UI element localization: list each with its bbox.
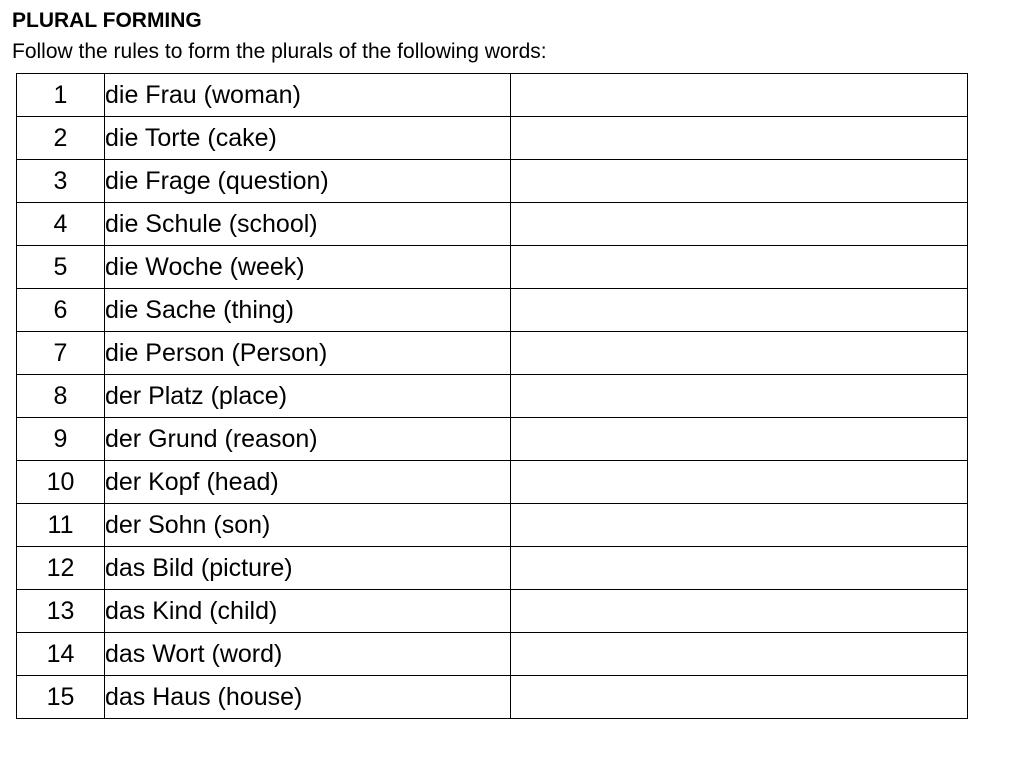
row-number: 3 bbox=[17, 160, 105, 203]
table-row bbox=[17, 590, 968, 633]
word-cell: die Woche (week) bbox=[105, 246, 511, 289]
word-cell: die Person (Person) bbox=[105, 332, 511, 375]
row-number: 1 bbox=[17, 74, 105, 117]
row-number: 6 bbox=[17, 289, 105, 332]
plural-table bbox=[16, 73, 968, 719]
answer-cell[interactable] bbox=[511, 375, 968, 418]
table-row bbox=[17, 418, 968, 461]
table-row bbox=[17, 332, 968, 375]
word-cell: das Kind (child) bbox=[105, 590, 511, 633]
word-cell: die Frage (question) bbox=[105, 160, 511, 203]
row-number: 7 bbox=[17, 332, 105, 375]
answer-cell[interactable] bbox=[511, 332, 968, 375]
answer-cell[interactable] bbox=[511, 504, 968, 547]
row-number: 4 bbox=[17, 203, 105, 246]
row-number: 2 bbox=[17, 117, 105, 160]
word-cell: der Platz (place) bbox=[105, 375, 511, 418]
word-cell: die Frau (woman) bbox=[105, 74, 511, 117]
worksheet-instructions: Follow the rules to form the plurals of the following words: bbox=[12, 40, 547, 63]
worksheet-title: PLURAL FORMING bbox=[12, 9, 202, 32]
answer-cell[interactable] bbox=[511, 117, 968, 160]
plural-table-body bbox=[17, 74, 968, 719]
table-row bbox=[17, 375, 968, 418]
answer-cell[interactable] bbox=[511, 590, 968, 633]
table-row bbox=[17, 203, 968, 246]
row-number: 8 bbox=[17, 375, 105, 418]
table-row bbox=[17, 547, 968, 590]
row-number: 10 bbox=[17, 461, 105, 504]
word-cell: die Sache (thing) bbox=[105, 289, 511, 332]
answer-cell[interactable] bbox=[511, 289, 968, 332]
word-cell: der Kopf (head) bbox=[105, 461, 511, 504]
table-row bbox=[17, 289, 968, 332]
table-row bbox=[17, 461, 968, 504]
table-row bbox=[17, 117, 968, 160]
word-cell: die Torte (cake) bbox=[105, 117, 511, 160]
word-cell: das Wort (word) bbox=[105, 633, 511, 676]
answer-cell[interactable] bbox=[511, 461, 968, 504]
answer-cell[interactable] bbox=[511, 676, 968, 719]
answer-cell[interactable] bbox=[511, 160, 968, 203]
table-row bbox=[17, 160, 968, 203]
answer-cell[interactable] bbox=[511, 74, 968, 117]
row-number: 12 bbox=[17, 547, 105, 590]
answer-cell[interactable] bbox=[511, 418, 968, 461]
answer-cell[interactable] bbox=[511, 633, 968, 676]
answer-cell[interactable] bbox=[511, 203, 968, 246]
table-row bbox=[17, 246, 968, 289]
table-row bbox=[17, 676, 968, 719]
answer-cell[interactable] bbox=[511, 547, 968, 590]
row-number: 14 bbox=[17, 633, 105, 676]
word-cell: der Grund (reason) bbox=[105, 418, 511, 461]
table-row bbox=[17, 74, 968, 117]
table-row bbox=[17, 504, 968, 547]
row-number: 13 bbox=[17, 590, 105, 633]
word-cell: der Sohn (son) bbox=[105, 504, 511, 547]
row-number: 11 bbox=[17, 504, 105, 547]
row-number: 5 bbox=[17, 246, 105, 289]
table-row bbox=[17, 633, 968, 676]
answer-cell[interactable] bbox=[511, 246, 968, 289]
word-cell: das Bild (picture) bbox=[105, 547, 511, 590]
row-number: 9 bbox=[17, 418, 105, 461]
word-cell: das Haus (house) bbox=[105, 676, 511, 719]
word-cell: die Schule (school) bbox=[105, 203, 511, 246]
row-number: 15 bbox=[17, 676, 105, 719]
